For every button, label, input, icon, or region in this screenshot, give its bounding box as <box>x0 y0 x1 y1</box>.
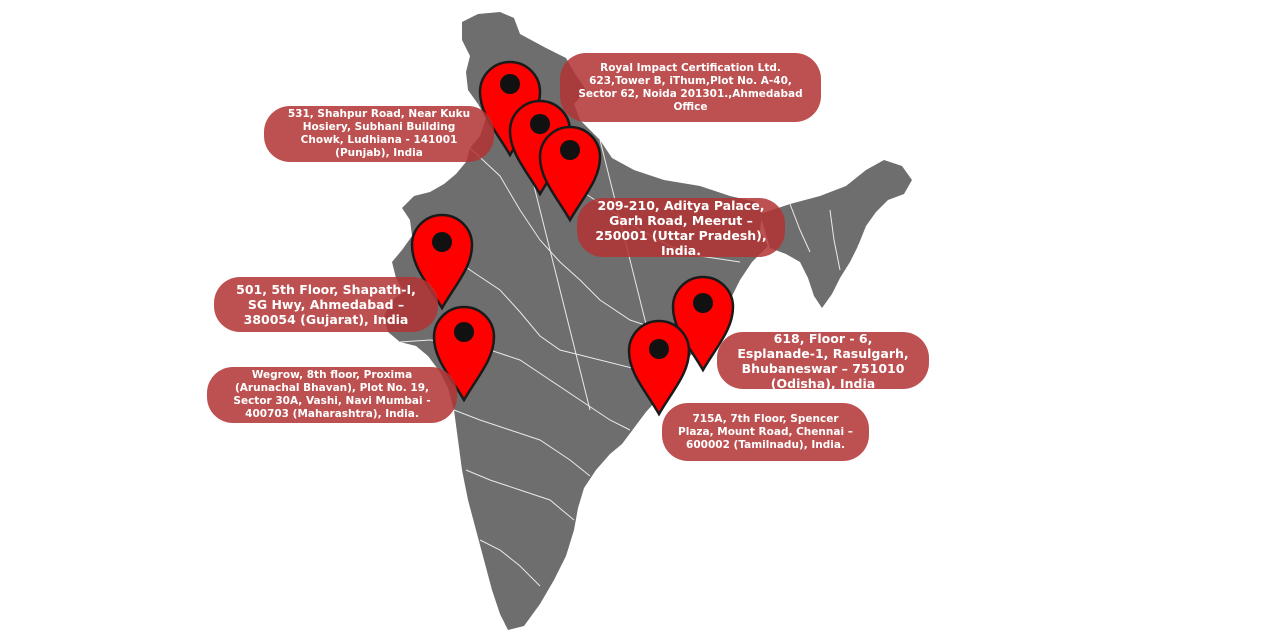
address-text: Royal Impact Certification Ltd. 623,Tower B, iThum,Plot No. A-40, Sector 62, Noida 201301.,Ahmedabad Office <box>578 61 803 113</box>
pin-center-dot <box>649 339 669 359</box>
pin-center-dot <box>454 322 474 342</box>
address-text: 209-210, Aditya Palace, Garh Road, Meerut – 250001 (Uttar Pradesh), India. <box>595 197 767 258</box>
address-text: 618, Floor - 6, Esplanade-1, Rasulgarh, Bhubaneswar – 751010 (Odisha), India <box>737 330 909 391</box>
label-meerut-office <box>577 198 785 257</box>
label-noida-office <box>560 53 821 122</box>
pin-center-dot <box>560 140 580 160</box>
label-bhubaneswar-office <box>717 332 929 389</box>
pin-center-dot <box>500 74 520 94</box>
label-ludhiana-office <box>264 106 494 162</box>
address-text: 531, Shahpur Road, Near Kuku Hosiery, Subhani Building Chowk, Ludhiana - 141001 (Punjab), India <box>287 108 471 159</box>
pin-center-dot <box>693 293 713 313</box>
address-text: 501, 5th Floor, Shapath-I, SG Hwy, Ahmedabad – 380054 (Gujarat), India <box>236 282 416 327</box>
label-ahmedabad-office <box>214 277 438 332</box>
label-navi-mumbai-office <box>207 367 457 423</box>
label-chennai-office <box>662 403 869 461</box>
pin-center-dot <box>530 114 550 134</box>
address-text: Wegrow, 8th floor, Proxima (Arunachal Bhavan), Plot No. 19, Sector 30A, Vashi, Navi Mumbai - 400703 (Maharashtra), India. <box>233 369 431 420</box>
address-text: 715A, 7th Floor, Spencer Plaza, Mount Road, Chennai – 600002 (Tamilnadu), India. <box>678 412 853 451</box>
pin-center-dot <box>432 232 452 252</box>
